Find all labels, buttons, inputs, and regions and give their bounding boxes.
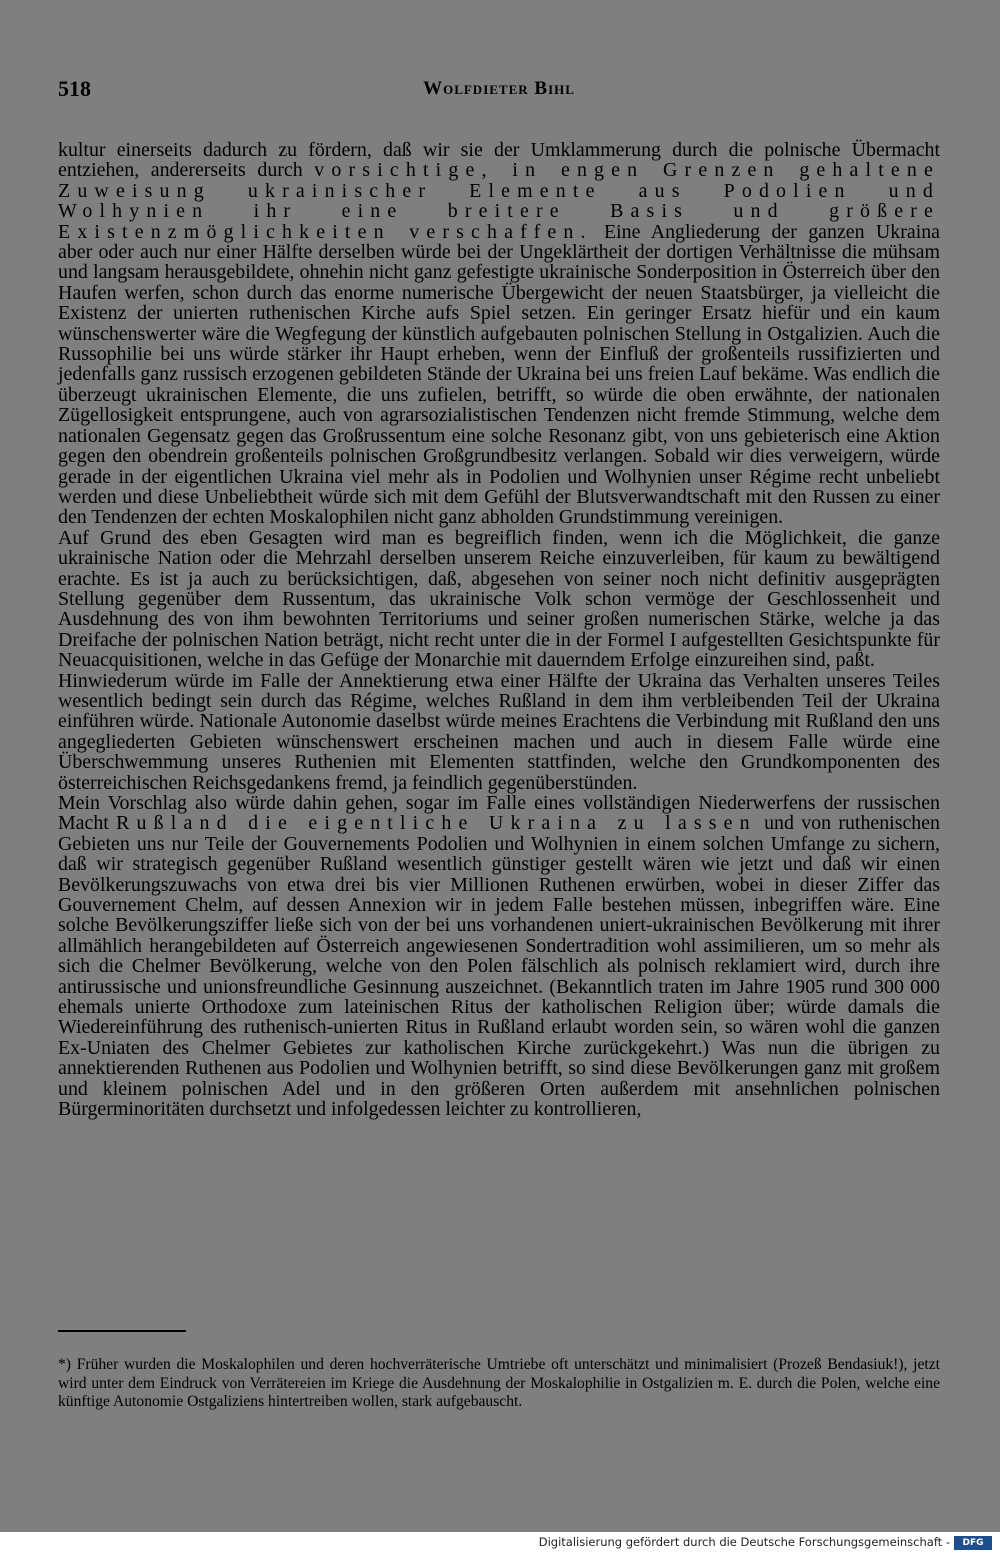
paragraph-1-text-a: kultur einerseits dadurch zu fördern, daß wir sie der Umklammerung durch die polnische Übermacht entziehen, andererseits durch [58,139,940,182]
footnote-divider [58,1330,186,1332]
page-header [58,76,940,108]
footnote [58,1356,940,1412]
spaced-emphasis: Rußland die eigentliche Ukraina zu lassen [116,812,757,835]
digitization-credit: Digitalisierung gefördert durch die Deutsche Forschungsgemeinschaft - [538,1535,950,1549]
dfg-logo: DFG [954,1536,992,1550]
footnote-text: *) Früher wurden die Moskalophilen und deren hochverräterische Umtriebe oft unterschätzt und minimalisiert (Prozeß Bendasiuk!), jetzt wird unter dem Eindruck von Verrätereien im Kriege die Ausdehnung der Moskalophilie in Ostgalizien m. E. durch die Polen, welche eine künftige Autonomie Ostgaliziens hintertreiben wollen, stark aufgebauscht. [58,1356,940,1410]
paragraph-4 [58,793,940,1120]
paragraph-1 [58,140,940,528]
spaced-emphasis: vorsichtige, in engen Grenzen gehaltene Zuweisung ukrainischer Elemente aus Podolien und Wolhynien ihr eine breitere Basis und größere Existenzmöglichkeiten verschaffen. [58,159,940,243]
paragraph-4-text-c: und von ruthenischen Gebieten uns nur Teile der Gouvernements Podolien und Wolhynien in einem solchen Umfange zu sichern, daß wir strategisch gegenüber Rußland wesentlich günstiger gestellt wären wie jetzt und daß wir einen Bevölkerungszuwachs von etwa drei bis vier Millionen Ruthenen erwürben, wobei in dieser Ziffer das Gouvernement Chelm, auf dessen Annexion wir in jedem Falle bestehen müssen, inbegriffen wäre. Eine solche Bevölkerungsziffer ließe sich von der bei uns vorhandenen uniert-ukrainischen Bevölkerung mit ihrer allmählich herangebildeten auf Österreich angewiesenen Sondertradition wohl assimilieren, um so mehr als sich die Chelmer Bevölkerung, welche von den Polen fälschlich als polnisch reklamiert wird, durch ihre antirussische und unionsfreundliche Gesinnung auszeichnet. (Bekanntlich traten im Jahre 1905 rund 300 000 ehemals unierte Orthodoxe zum lateinischen Ritus der katholischen Religion über; würde damals die Wiedereinführung des ruthenisch-unierten Ritus in Rußland erlaubt worden sein, so wären wohl die ganzen Ex-Uniaten des Chelmer Gebietes zur katholischen Kirche zurückgekehrt.) Was nun die übrigen zu annektierenden Ruthenen aus Podolien und Wolhynien betrifft, so sind diese Bevölkerungen ganz mit großem und kleinem polnischen Adel und in den größeren Orten außerdem mit ansehnlichen polnischen Bürgerminoritäten durchsetzt und infolgedessen leichter zu kontrollieren, [58,812,940,1121]
page-number: 518 [58,76,91,101]
paragraph-3: Hinwiederum würde im Falle der Annektierung etwa einer Hälfte der Ukraina das Verhalten unseres Teiles wesentlich bedingt sein durch das Régime, welches Rußland in dem ihm verbleibenden Teil der Ukraina einführen würde. Nationale Autonomie daselbst würde meines Erachtens die Verbindung mit Rußland den uns angegliederten Gebieten wünschenswert erscheinen machen und auch in diesem Falle würde eine Überschwemmung unseres Ruthenien mit Elementen stattfinden, welche den Grundkomponenten des österreichischen Reichsgedankens fremd, ja feindlich gegenüberstünden. [58,669,940,794]
body-text [58,140,940,1120]
paragraph-4-text-a: Mein Vorschlag also würde dahin gehen, sogar im Falle eines vollständigen Niederwerfens der russischen Macht [58,792,940,835]
paragraph-1-text-c: Eine Angliederung der ganzen Ukraina aber oder auch nur einer Hälfte derselben würde bei der Ungeklärtheit der dortigen Verhältnisse die mühsam und langsam herausgebildete, ohnehin nicht ganz gefestigte ukrainische Sonderposition in Österreich über den Haufen werfen, schon durch das enorme numerische Übergewicht der neuen Staatsbürger, ja vielleicht die Existenz der unierten ruthenischen Kirche aufs Spiel setzen. Ein geringer Ersatz hiefür und ein kaum wünschenswerter wäre die Wegfegung der künstlich aufgebauten polnischen Stellung in Ostgalizien. Auch die Russophilie bei uns würde stärker ihr Haupt erheben, wenn der Einfluß der großenteils russifizierten und jedenfalls ganz russisch erzogenen gebildeten Stände der Ukraina bei uns freien Lauf bekäme. Was endlich die überzeugt ukrainischen Elemente, die uns zufielen, betrifft, so würde die oben erwähnte, der nationalen Zügellosigkeit entsprungene, auch von agrarsozialistischen Tendenzen nicht fremde Stimmung, welche dem nationalen Gegensatz gegen das Großrussentum eine solche Resonanz gibt, von uns gebieterisch eine Aktion gegen den obendrein großenteils polnischen Großgrundbesitz verlangen. Sobald wir dies verweigern, würde gerade in der eigentlichen Ukraina viel mehr als in Podolien und Wolhynien unser Régime recht unbeliebt werden und diese Unbeliebtheit würde sich mit dem Gefühl der Blutsverwandtschaft mit den Russen zu einer den Tendenzen der echten Moskalophilen nicht ganz abholden Grundstimmung vereinigen. [58,220,940,529]
running-head: Wolfdieter Bihl [423,78,575,99]
paragraph-2: Auf Grund des eben Gesagten wird man es begreiflich finden, wenn ich die Möglichkeit, die ganze ukrainische Nation oder die Mehrzahl derselben unserem Reiche einzuverleiben, für kaum zu bewältigend erachte. Es ist ja auch zu berücksichtigen, daß, abgesehen von seiner noch nicht definitiv ausgeprägten Stellung gegenüber dem Russentum, das ukrainische Volk schon vermöge der Geschlossenheit und Ausdehnung des von ihm bewohnten Territoriums und seiner großen numerischen Stärke, welche ja das Dreifache der polnischen Nation beträgt, nicht recht unter die in der Formel I aufgestellten Gesichtspunkte für Neuacquisitionen, welche in das Gefüge der Monarchie mit dauerndem Erfolge einzureihen sind, paßt. [58,526,940,672]
digitization-credit-bar [0,1532,1000,1554]
